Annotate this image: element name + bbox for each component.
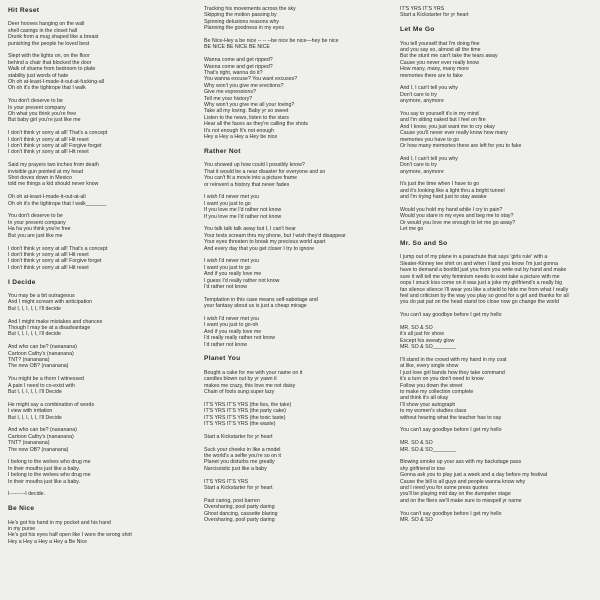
lyric-stanza: Oh oh at-least-I-made-it-out-at-all Oh oh it's the tightrope that I walk_______ xyxy=(8,194,107,207)
song-title: I Decide xyxy=(8,278,36,286)
song-title: Rather Not xyxy=(204,147,241,155)
lyric-stanza: You can't say goodbye before I get my hello xyxy=(400,312,502,319)
lyric-stanza: MR. SO & SO MR. SO & SO________ xyxy=(400,440,457,453)
lyric-stanza: I don't think yr sorry at all! That's a concept I don't think yr sorry at all! Hit reset I don't think yr sorry at all! Forgive forget I don't think yr sorry at all! Hit reset xyxy=(8,130,108,156)
lyrics-column-left xyxy=(8,6,204,545)
lyric-stanza: MR. SO & SO it's all just for show Except his sweaty glow MR. SO & SO________ xyxy=(400,324,457,351)
lyric-stanza: And who can be? (nananana) Cartoon Cathy's (nananana) TNT? (nananana) The new OB? (nananana) xyxy=(8,427,77,453)
section-gap xyxy=(204,348,400,354)
lyric-stanza: Deer hooves hanging on the wall shell casings in the closet hall Drunk from a mug shaped like a breast punishing the people he loved best xyxy=(8,21,99,47)
section-gap xyxy=(204,141,400,147)
lyric-stanza: Wanna come and get ripped? Wanna come and get ripped? That's right, wanna do it? You wanna excuse? You want excuses? Why won't you give me erections? Give me expressions? Tell me your history? Why won't you give me all your loving? Take all my loving. Baby yr so sweet Listen to the news, listen to the stars Hear all the faces as they're calling the shots It's not enough It's not enough Hey a Hey a Hey a Hey be nice xyxy=(204,57,309,141)
lyric-stanza: IT'S YRS IT'S YRS Start a Kickstarter for yr heart xyxy=(204,478,273,492)
lyric-stanza: You tell yourself that I'm doing fine and you say so, almost all the time But the stunt me can't take the tears away Cause you never ever really know How many, many, many more memories there are to fake xyxy=(400,40,498,79)
song-title: Hit Reset xyxy=(8,7,40,14)
lyric-stanza: Said my prayers two inches from death invisible gun pointed at my head Shot doves down in Mexico told me things a kid should never know xyxy=(8,162,99,188)
lyric-stanza: You talk talk talk away but I, I can't hear Your texts scream thru my phone, but I wish they'd disappear Your eyes threaten to break my precious world apart And every day that you get closer I try to ignore xyxy=(204,226,346,252)
lyric-stanza: And I, I can't tell you why Don't care to try anymore, anymore xyxy=(400,155,458,175)
lyric-stanza: You might be a thorn I witnessed A pain I need to co-exist with But I, I, I, I, I, I'll Decide xyxy=(8,376,84,395)
section-gap xyxy=(400,233,596,239)
lyric-stanza: You can't say goodbye before I get my hello xyxy=(400,427,502,434)
section-gap xyxy=(400,19,596,25)
lyric-stanza: Would you hold my hand while I cry in pain? Would you stare in my eyes and beg me to stay? Or would you love me enough to let me go away? Let me go xyxy=(400,207,516,233)
lyric-stanza: It's just the time when I have to go and it's looking like a light thru a bright tunnel and I'm trying hard just to stay awake xyxy=(400,181,505,201)
lyric-stanza: I wish I'd never met you I want you just to go If you love me I'd rather not know If you love me I'd rather not know xyxy=(204,194,282,220)
lyric-stanza: You may be a bit outrageous And I might scream with anticipation But I, I, I, I, I, I'll decide xyxy=(8,292,93,312)
lyric-stanza: I jump out of my plane in a parachute that says 'girls rule' with a Sleater-Kinney tee shirt on and when I land you know I'm just gonna have to demand a bootlid just you from you write out by hand and make sure it will tell me why feminism needs to exist take a picture with me oops I snuck kiss come on it was just a joke my girlfriend's a really big fan silence silence I'll wear you like a shield to hide me from what I really feel and criticism by the way you play so good for a girl and thanks for all you do pat pat on the head stand too close now go change the world xyxy=(400,254,569,306)
lyric-stanza: And I, I can't tell you why Don't care to try anymore, anymore xyxy=(400,85,458,105)
lyric-stanza: He's got his hand in my pocket and his hand in my purse He's got his eyes half open like I wore the wrong shirt Hey a Hey a Hey a Hey a Be Nice xyxy=(8,519,132,545)
section-gap xyxy=(8,271,204,277)
lyric-stanza: Temptation in this case means self-sabotage and your fantasy about us is just a cheap mirage xyxy=(204,296,318,310)
lyric-stanza: I---------I decide. xyxy=(8,491,46,498)
song-title: Mr. So and So xyxy=(400,240,448,248)
lyric-stanza: Slept with the lights on, on the floor behind a chair that blocked the door Walk of shame from bedroom to plate stability just words of hate Oh oh at-least-I-made-it-out-at-fucking-all Oh oh it's the tightrope that I walk xyxy=(8,53,104,92)
lyric-stanza: You say to yourself it's in my mind and I'm sitting naked but I feel on fire And I know, you just want me to cry okay Cause you'll never ever really know how many memories you have to go Or how many memories there are left for you to fake xyxy=(400,111,522,150)
lyrics-column-middle xyxy=(204,6,400,523)
lyric-stanza: I don't think yr sorry at all! That's a concept I don't think yr sorry at all! Hit reset I don't think yr sorry at all! Forgive forget I don't think yr sorry at all! Hit reset xyxy=(8,245,108,271)
lyric-stanza: I'll stand in the crowd with my hand in my coat at like, every single show I just love girl bands how they take command it's a turn on you don't need to know Follow you down the street to make my collection complete and think it's all okay I'll show your autograph to my women's studies class without hearing what the teacher has to say xyxy=(400,356,507,421)
lyric-stanza: And who can be? (nananana) Cartoon Cathy's (nananana) TNT? (nananana) The new OB? (nananana) xyxy=(8,344,77,370)
song-title: Be Nice xyxy=(8,505,35,513)
lyric-stanza: And I might make mistakes and chances Though I may be at a disadvantage But I, I, I, I, I, I'll decide xyxy=(8,318,103,338)
song-title: Let Me Go xyxy=(400,26,435,34)
lyric-stanza: IT'S YRS IT'S YRS (the lies, the take) IT'S YRS IT'S YRS (the party cake) IT'S YRS IT'S YRS (the toxic taste) IT'S YRS IT'S YRS (the waste) xyxy=(204,401,292,427)
lyric-stanza: Bought a cake for me with your name on it candles blown out by yr yawn it makes me crazy, this love me not daisy Chain of fools sung super lazy xyxy=(204,369,303,395)
lyrics-column-right xyxy=(400,6,596,523)
lyric-stanza: You don't deserve to be In your present company Oh what you think you're free But baby girl you're just like me xyxy=(8,98,81,124)
lyric-stanza: Be Nice-Hey a be nice -- -- --be nice be nice—hey be nice BE NICE BE NICE BE NICE xyxy=(204,38,339,51)
lyric-stanza: Blowing smoke up your ass with my backstage pass shy girlfriend in tow Gonna ask you to play just a week and a day before my festival Cause the bill is all guys and people wanna know why and I need you for some press quotes you'll be playing mid day on the dumpster stage and on the fliers we'll make sure to misspell yr name xyxy=(400,459,548,504)
lyric-stanza: Past caring, post barren Oversharing, pool party daring Ghost dancing, cassette blaring Oversharing, pool party daring xyxy=(204,497,278,524)
lyric-stanza: Tracking his movements across the sky Skipping the motion passing by Spinning delusions reasons why Planning the goodness in my eyes xyxy=(204,6,296,32)
lyric-stanza: You showed up how could I possibly know? That it would be a near disaster for everyone and so You can't fit a movie into a picture frame or reinvent a history that never fades xyxy=(204,162,326,188)
lyric-stanza: I belong to the wolves who drug me In their mouths just like a baby. I belong to the wolves who drug me In their mouths just like a baby. xyxy=(8,459,91,485)
lyric-stanza: You can't say goodbye before I get my hello MR. SO & SO xyxy=(400,510,502,524)
lyric-stanza: Start a Kickstarter for yr heart xyxy=(204,433,273,440)
lyric-stanza: You don't deserve to be In your present company Ha ha you think you're free But you are just like me xyxy=(8,213,71,239)
lyric-stanza: IT'S YRS IT'S YRS Start a Kickstarter for yr heart xyxy=(400,6,469,19)
lyric-stanza: He might say a combination of words I view with irritation But I, I, I, I, I, I'll Decide xyxy=(8,401,95,421)
lyric-stanza: I wish I'd never met you I want you just to go And if you really love me I guess I'd really rather not know I'd rather not know xyxy=(204,258,280,290)
lyric-stanza: Suck your cheeks in like a model the world's a selfie you're so on it Planet you disturbs me greatly Narcissistic just like a baby xyxy=(204,446,282,472)
section-gap xyxy=(8,498,204,504)
song-title: Planet You xyxy=(204,355,241,363)
lyric-stanza: I wish I'd never met you I want you just to go-oh And if you really love me I'd really really rather not know I'd rather not know xyxy=(204,315,276,348)
